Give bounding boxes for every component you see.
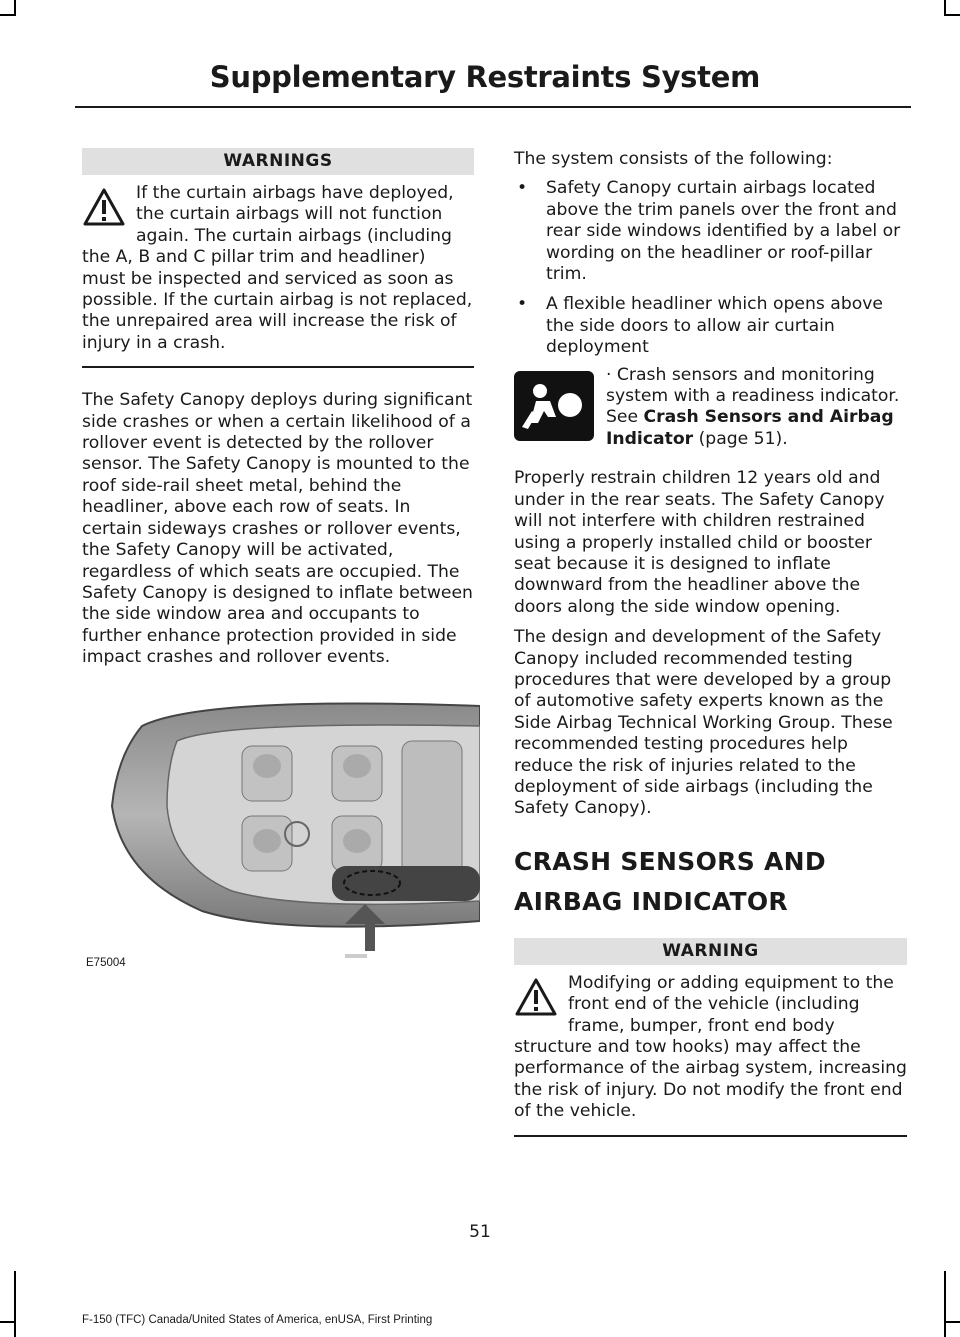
left-column xyxy=(82,148,474,669)
warning-heading: WARNING xyxy=(514,938,907,965)
cross-reference-link[interactable]: Crash Sensors and Airbag Indicator xyxy=(606,407,894,449)
section-heading xyxy=(514,844,907,920)
page-title: Supplementary Restraints System xyxy=(209,60,760,94)
warnings-heading: WARNINGS xyxy=(82,148,474,175)
warning-text: Modifying or adding equipment to the front end of the vehicle (including frame, bumper, front end body structure and tow hooks) may affect the performance of the airbag system, increasing the risk of injury. Do not modify the front end of the vehicle. xyxy=(514,972,907,1122)
warning-text: If the curtain airbags have deployed, the curtain airbags will not function again. The curtain airbags (including the A, B and C pillar trim and headliner) must be inspected and serviced as soon as possible. If the curtain airbag is not replaced, the unrepaired area will increase the risk of injury in a crash. xyxy=(82,183,473,353)
figure-code: E75004 xyxy=(86,957,126,969)
airbag-indicator-icon xyxy=(514,371,594,441)
list-item xyxy=(514,294,907,358)
header-rule xyxy=(75,106,911,108)
sensor-item xyxy=(514,365,907,451)
bullet-icon: • xyxy=(517,294,528,315)
bullet-icon: • xyxy=(517,178,528,199)
warning-box xyxy=(514,973,907,1137)
vehicle-top-view-illustration xyxy=(82,686,480,971)
crop-mark xyxy=(0,14,16,16)
safety-canopy-paragraph: The Safety Canopy deploys during significant side crashes or when a certain likelihood of a rollover event is detected by the rollover sensor. The Safety Canopy is mounted to the roof side-rail sheet metal, behind the headliner, above each row of seats. In certain sideways crashes or rollover events, the Safety Canopy will be activated, regardless of which seats are occupied. The Safety Canopy is designed to inflate between the side window area and occupants to further enhance protection provided in side impact crashes and rollover events. xyxy=(82,390,473,668)
crop-mark xyxy=(944,14,960,16)
page-number: 51 xyxy=(469,1222,491,1242)
system-intro: The system consists of the following: xyxy=(514,149,833,169)
crop-mark xyxy=(14,1271,16,1337)
sensor-text: · Crash sensors and monitoring system with a readiness indicator. See xyxy=(606,364,900,428)
crop-mark xyxy=(0,1321,16,1323)
section-heading-line2: AIRBAG INDICATOR xyxy=(514,886,788,916)
right-column xyxy=(514,148,907,1137)
crop-mark xyxy=(944,1271,946,1337)
crop-mark xyxy=(944,1321,960,1323)
warning-box xyxy=(82,183,474,368)
warning-triangle-icon xyxy=(82,187,126,227)
warning-triangle-icon xyxy=(514,977,558,1017)
page-reference: (page 51). xyxy=(693,428,788,449)
bullet-text: A flexible headliner which opens above the side doors to allow air curtain deployment xyxy=(546,294,883,358)
bullet-text: Safety Canopy curtain airbags located above the trim panels over the front and rear side windows identified by a label or wording on the headliner or roof-pillar trim. xyxy=(546,178,901,285)
list-item xyxy=(514,178,907,285)
footer-imprint: F-150 (TFC) Canada/United States of America, enUSA, First Printing xyxy=(82,1314,433,1326)
children-paragraph: Properly restrain children 12 years old and under in the rear seats. The Safety Canopy will not interfere with children restrained using a properly installed child or booster seat because it is designed to inflate downward from the headliner above the doors along the side window opening. xyxy=(514,468,885,617)
design-paragraph: The design and development of the Safety Canopy included recommended testing procedures that were developed by a group of automotive safety experts known as the Side Airbag Technical Working Group. These recommended testing procedures help reduce the risk of injuries related to the deployment of side airbags (including the Safety Canopy). xyxy=(514,627,893,819)
section-heading-line1: CRASH SENSORS AND xyxy=(514,846,826,876)
